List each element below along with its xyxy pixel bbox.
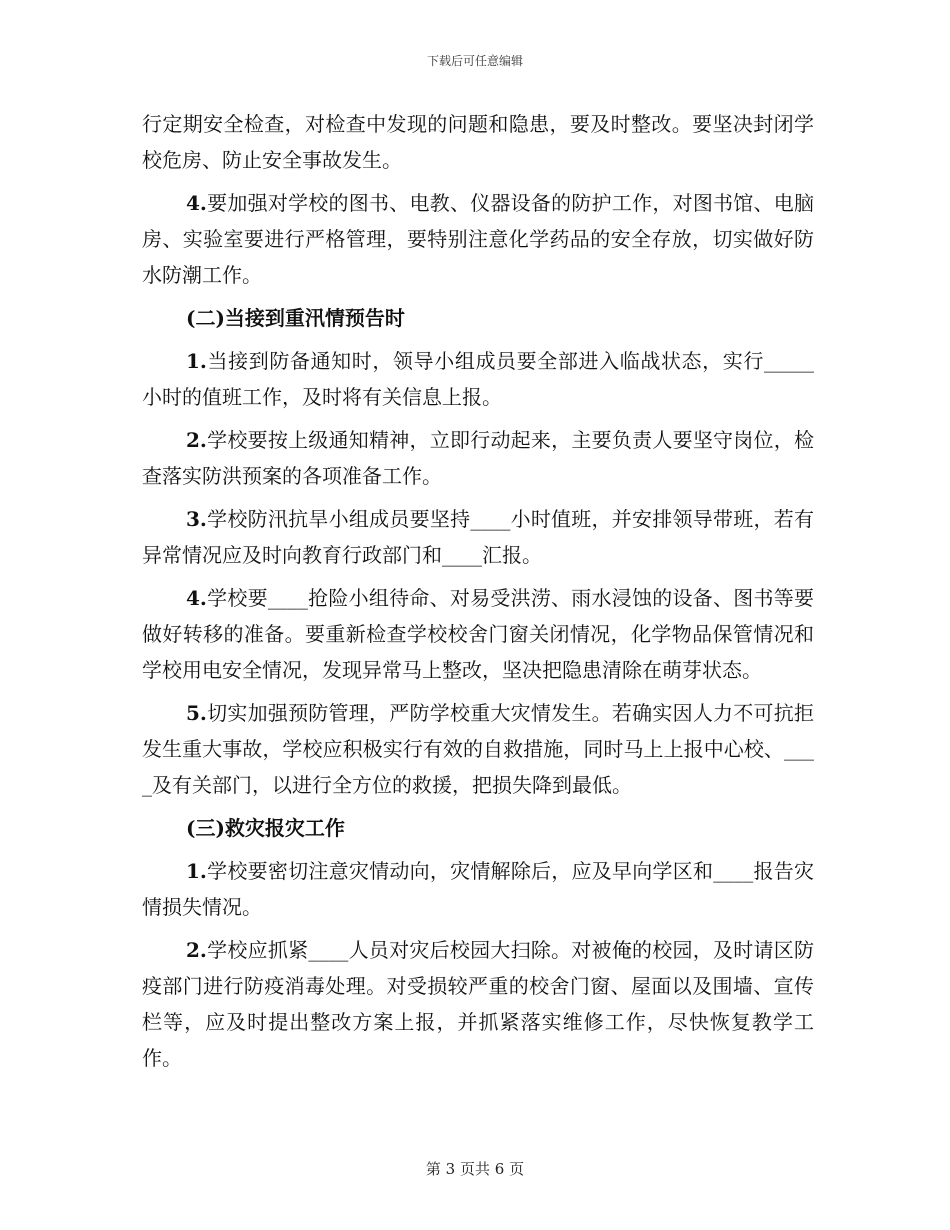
paragraph-text: 学校要____抢险小组待命、对易受洪涝、雨水浸蚀的设备、图书等要做好转移的准备。要重新检查学校校舍门窗关闭情况，化学物品保管情况和学校用电安全情况，发现异常马上整改，坚决把隐患清除在萌芽状态。 <box>142 586 814 682</box>
document-body <box>142 106 814 1083</box>
item-number: 4. <box>186 586 207 610</box>
paragraph-text: 要加强对学校的图书、电教、仪器设备的防护工作，对图书馆、电脑房、实验室要进行严格管理，要特别注意化学药品的安全存放，切实做好防水防潮工作。 <box>142 191 814 287</box>
item-number: 1. <box>186 349 207 373</box>
item-number: 1. <box>186 859 207 883</box>
paragraph-text: 行定期安全检查，对检查中发现的问题和隐患，要及时整改。要坚决封闭学校危房、防止安全事故发生。 <box>142 112 814 172</box>
paragraph <box>142 501 814 573</box>
item-number: 3. <box>186 507 207 531</box>
paragraph <box>142 695 814 803</box>
paragraph-text: 学校应抓紧____人员对灾后校园大扫除。对被俺的校园，及时请区防疫部门进行防疫消毒处理。对受损较严重的校舍门窗、屋面以及围墙、宣传栏等，应及时提出整改方案上报，并抓紧落实维修工作，尽快恢复教学工作。 <box>142 938 814 1070</box>
paragraph <box>142 106 814 178</box>
page-footer: 第 3 页共 6 页 <box>425 1160 525 1178</box>
item-number: 4. <box>186 191 207 215</box>
paragraph-text: 学校防汛抗旱小组成员要坚持____小时值班，并安排领导带班，若有异常情况应及时向教育行政部门和____汇报。 <box>142 507 814 567</box>
item-number: 5. <box>186 701 207 725</box>
paragraph <box>142 343 814 415</box>
paragraph-text: 学校要密切注意灾情动向，灾情解除后，应及早向学区和____报告灾情损失情况。 <box>142 859 814 919</box>
paragraph <box>142 580 814 688</box>
page-header: 下载后可任意编辑 <box>426 54 523 68</box>
paragraph <box>142 932 814 1076</box>
section-heading: (二)当接到重汛情预告时 <box>186 306 405 330</box>
paragraph-text: 当接到防备通知时，领导小组成员要全部进入临战状态，实行_____小时的值班工作，及时将有关信息上报。 <box>142 349 814 409</box>
item-number: 2. <box>186 938 207 962</box>
paragraph <box>142 422 814 494</box>
section-heading: (三)救灾报灾工作 <box>186 816 345 840</box>
item-number: 2. <box>186 428 207 452</box>
paragraph-text: 学校要按上级通知精神，立即行动起来，主要负责人要坚守岗位，检查落实防洪预案的各项准备工作。 <box>142 428 814 488</box>
paragraph <box>142 853 814 925</box>
paragraph-text: 切实加强预防管理，严防学校重大灾情发生。若确实因人力不可抗拒发生重大事故，学校应积极实行有效的自救措施，同时马上上报中心校、____及有关部门，以进行全方位的救援，把损失降到最低。 <box>142 701 814 797</box>
paragraph <box>142 185 814 293</box>
